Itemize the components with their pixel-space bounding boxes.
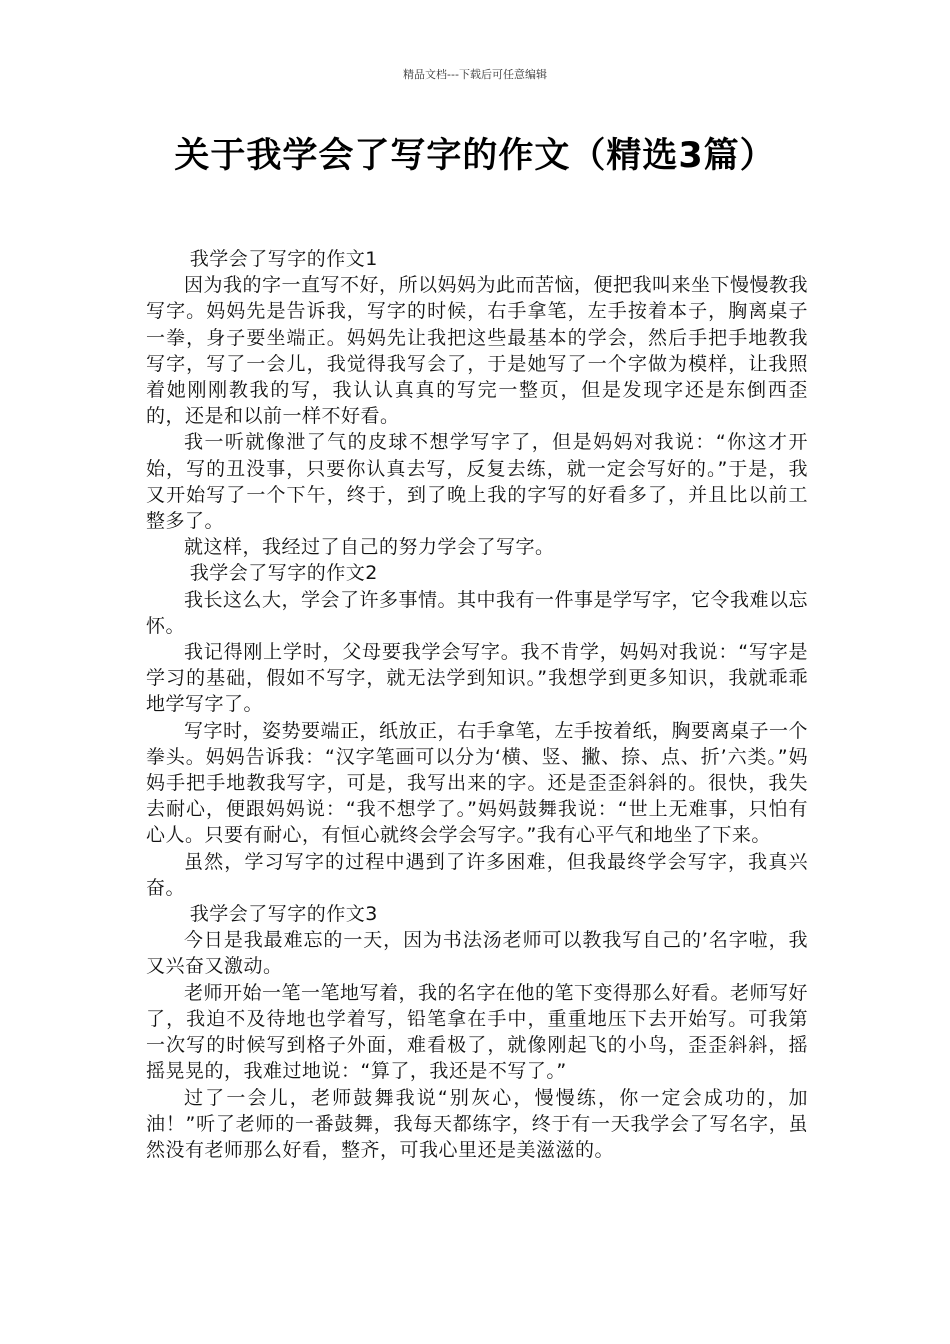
essay-heading-3: 我学会了写字的作文3	[189, 903, 378, 926]
essay-heading-1: 我学会了写字的作文1	[189, 248, 378, 270]
paragraph: 我长这么大，学会了许多事情。其中我有一件事是学写字，它令我难以忘怀。	[146, 588, 809, 637]
paragraph: 就这样，我经过了自己的努力学会了写字。	[184, 536, 555, 559]
paragraph: 今日是我最难忘的一天，因为书法汤老师可以教我写自己的’名字啦，我又兴奋又激动。	[146, 929, 808, 978]
paragraph: 老师开始一笔一笔地写着，我的名字在他的笔下变得那么好看。老师写好了，我迫不及待地也学着写，铅笔拿在手中，重重地压下去开始写。可我第一次写的时候写到格子外面，难看极了，就像刚起飞的小鸟，歪歪斜斜，摇摇晃晃的，我难过地说：“算了，我还是不写了。”	[146, 981, 809, 1083]
document-body	[146, 246, 808, 1163]
paragraph: 我一听就像泄了气的皮球不想学写字了，但是妈妈对我说：“你这才开始，写的丑没事，只要你认真去写，反复去练，就一定会写好的。”于是，我又开始写了一个下午，终于，到了晚上我的字写的好看多了，并且比以前工整多了。	[146, 431, 808, 533]
document-title: 关于我学会了写字的作文（精选3篇）	[174, 136, 776, 176]
header-note: 精品文档---下载后可任意编辑	[403, 68, 547, 81]
paragraph: 虽然，学习写字的过程中遇到了许多困难，但我最终学会写字，我真兴奋。	[146, 850, 808, 899]
essay-heading-2: 我学会了写字的作文2	[189, 562, 378, 585]
paragraph: 写字时，姿势要端正，纸放正，右手拿笔，左手按着纸，胸要离桌子一个拳头。妈妈告诉我：“汉字笔画可以分为‘横、竖、撇、捺、点、折’六类。”妈妈手把手地教我写字，可是，我写出来的字。还是歪歪斜斜的。很快，我失去耐心，便跟妈妈说：“我不想学了。”妈妈鼓舞我说：“世上无难事，只怕有心人。只要有耐心，有恒心就终会学会写字。”我有心平气和地坐了下来。	[146, 719, 809, 847]
paragraph: 我记得刚上学时，父母要我学会写字。我不肯学，妈妈对我说：“写字是学习的基础，假如不写字，就无法学到知识。”我想学到更多知识，我就乖乖地学写字了。	[146, 641, 808, 716]
paragraph: 过了一会儿，老师鼓舞我说“别灰心，慢慢练，你一定会成功的，加油！”听了老师的一番鼓舞，我每天都练字，终于有一天我学会了写名字，虽然没有老师那么好看，整齐，可我心里还是美滋滋的。	[146, 1086, 808, 1161]
paragraph: 因为我的字一直写不好，所以妈妈为此而苦恼，便把我叫来坐下慢慢教我写字。妈妈先是告诉我，写字的时候，右手拿笔，左手按着本子，胸离桌子一拳，身子要坐端正。妈妈先让我把这些最基本的学会，然后手把手地教我写字，写了一会儿，我觉得我写会了，于是她写了一个字做为模样，让我照着她刚刚教我的写，我认认真真的写完一整页，但是发现字还是东倒西歪的，还是和以前一样不好看。	[146, 274, 809, 428]
